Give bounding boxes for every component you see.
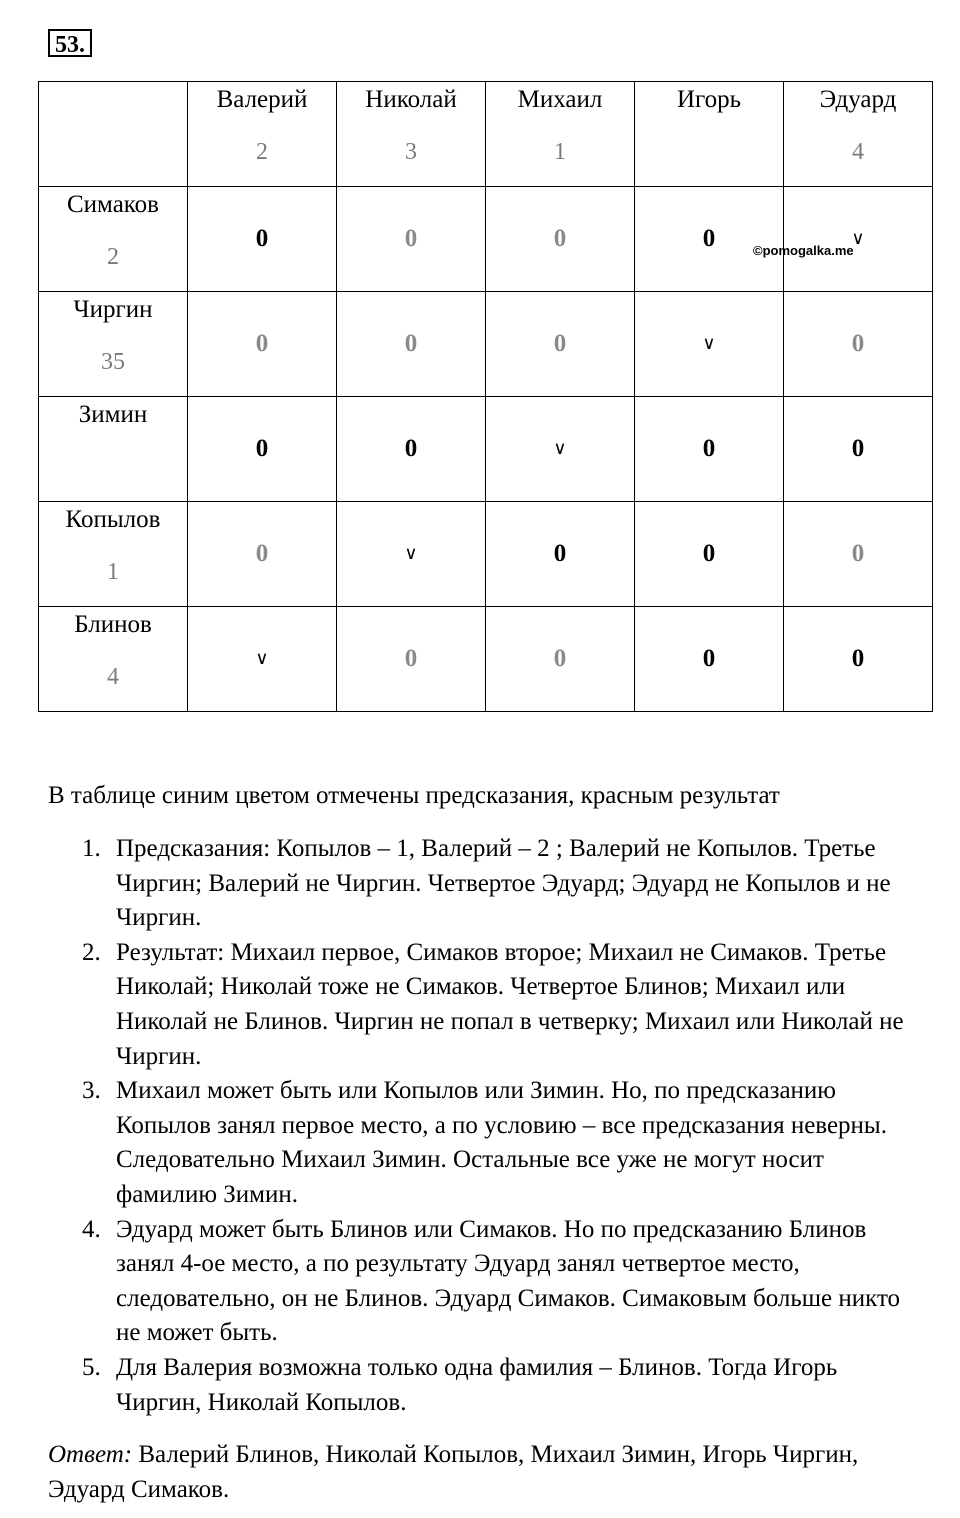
row-number: 4: [107, 664, 119, 690]
table-cell: [784, 292, 933, 397]
row-header: [39, 502, 188, 607]
table-cell: [635, 397, 784, 502]
column-number: 4: [852, 139, 864, 165]
zero-mark: 0: [851, 435, 865, 462]
table-cell: [337, 502, 486, 607]
column-name: Михаил: [517, 86, 603, 113]
list-item-text: Михаил может быть или Копылов или Зимин. Но, по предсказанию Копылов занял первое место, а по условию – все предсказания неверны. Следовательно Михаил Зимин. Остальные все уже не могут носит фамилию Зимин.: [116, 1077, 887, 1208]
table-row: [39, 502, 933, 607]
zero-mark: 0: [702, 435, 716, 462]
column-header: [784, 82, 933, 187]
row-number: 1: [107, 559, 119, 585]
zero-mark: 0: [553, 645, 567, 672]
table-cell: [635, 187, 784, 292]
table-row: [39, 397, 933, 502]
zero-mark: 0: [553, 225, 567, 252]
table-cell: [635, 607, 784, 712]
steps-list: [82, 832, 926, 1420]
row-number: 2: [107, 244, 119, 270]
table-cell: [188, 502, 337, 607]
zero-mark: 0: [851, 540, 865, 567]
zero-mark: 0: [702, 540, 716, 567]
zero-mark: 0: [404, 645, 418, 672]
list-item: [82, 832, 926, 936]
zero-mark: 0: [404, 435, 418, 462]
list-item-number: 1.: [82, 835, 101, 862]
zero-mark: 0: [702, 645, 716, 672]
list-item-text: Эдуард может быть Блинов или Симаков. Но по предсказанию Блинов занял 4-ое место, а по результату Эдуард занял четвертое место, следовательно, он не Блинов. Эдуард Симаков. Симаковым больше никто не может быть.: [116, 1215, 901, 1347]
table-row: [39, 187, 933, 292]
answer: [48, 1438, 928, 1507]
zero-mark: 0: [702, 225, 716, 252]
row-header: [39, 397, 188, 502]
list-item-number: 3.: [82, 1077, 101, 1105]
list-item-number: 5.: [82, 1353, 101, 1381]
zero-mark: 0: [851, 330, 865, 357]
row-name: Симаков: [67, 191, 159, 218]
table-cell: [188, 607, 337, 712]
table-row: [39, 292, 933, 397]
column-number: 1: [554, 139, 566, 165]
row-header: [39, 187, 188, 292]
column-name: Николай: [365, 86, 457, 113]
table-cell: [337, 397, 486, 502]
table-cell: [486, 292, 635, 397]
column-header: [486, 82, 635, 187]
list-item: [82, 1074, 926, 1212]
check-mark: ∨: [553, 438, 567, 459]
zero-mark: 0: [553, 330, 567, 357]
column-number: [635, 115, 783, 137]
corner-cell: [39, 82, 188, 187]
check-mark: ∨: [702, 333, 716, 354]
solution-table: [38, 81, 933, 712]
check-mark: ∨: [255, 648, 269, 669]
table-cell: [337, 187, 486, 292]
answer-text: Валерий Блинов, Николай Копылов, Михаил Зимин, Игорь Чиргин, Эдуард Симаков.: [48, 1441, 859, 1503]
table-cell: [635, 502, 784, 607]
row-name: Зимин: [78, 401, 148, 428]
list-item: [82, 936, 926, 1074]
table-cell: [784, 607, 933, 712]
answer-label: Ответ:: [48, 1441, 133, 1468]
zero-mark: 0: [404, 225, 418, 252]
table-cell: [635, 292, 784, 397]
row-number: 35: [101, 349, 125, 375]
problem-number: 53.: [48, 29, 92, 57]
zero-mark: 0: [255, 540, 269, 567]
table-cell: [337, 607, 486, 712]
table-cell: [784, 397, 933, 502]
list-item-number: 2.: [82, 938, 101, 966]
column-number: 3: [405, 139, 417, 165]
row-name: Блинов: [74, 611, 152, 638]
intro-text: В таблице синим цветом отмечены предсказания, красным результат: [48, 782, 780, 809]
row-header: [39, 607, 188, 712]
zero-mark: 0: [851, 645, 865, 672]
list-item-text: Для Валерия возможна только одна фамилия – Блинов. Тогда Игорь Чиргин, Николай Копылов.: [116, 1353, 838, 1416]
table-cell: [486, 607, 635, 712]
zero-mark: 0: [404, 330, 418, 357]
table-cell: [784, 187, 933, 292]
column-name: Эдуард: [819, 86, 897, 113]
table-cell: [337, 292, 486, 397]
list-item-text: Предсказания: Копылов – 1, Валерий – 2 ; Валерий не Копылов. Третье Чиргин; Валерий не Чиргин. Четвертое Эдуард; Эдуард не Копылов и не Чиргин.: [116, 835, 891, 932]
list-item: [82, 1213, 926, 1351]
zero-mark: 0: [553, 540, 567, 567]
column-name: Валерий: [216, 86, 308, 113]
table-cell: [188, 187, 337, 292]
list-item: [82, 1351, 926, 1420]
table-cell: [188, 292, 337, 397]
table-cell: [486, 187, 635, 292]
row-name: Копылов: [65, 506, 161, 533]
zero-mark: 0: [255, 330, 269, 357]
row-number: [39, 430, 187, 452]
check-mark: ∨: [404, 543, 418, 564]
table-cell: [486, 502, 635, 607]
row-name: Чиргин: [73, 296, 153, 323]
watermark: ©pomogalka.me: [753, 243, 854, 258]
column-header: [337, 82, 486, 187]
zero-mark: 0: [255, 225, 269, 252]
list-item-number: 4.: [82, 1215, 101, 1243]
check-mark: ∨: [851, 228, 865, 249]
column-header: [188, 82, 337, 187]
column-header: [635, 82, 784, 187]
column-number: 2: [256, 139, 268, 165]
row-header: [39, 292, 188, 397]
table-cell: [188, 397, 337, 502]
column-name: Игорь: [676, 86, 742, 113]
table-cell: [486, 397, 635, 502]
table-cell: [784, 502, 933, 607]
table-header-row: [39, 82, 933, 187]
zero-mark: 0: [255, 435, 269, 462]
table-row: [39, 607, 933, 712]
list-item-text: Результат: Михаил первое, Симаков второе; Михаил не Симаков. Третье Николай; Николай тоже не Симаков. Четвертое Блинов; Михаил или Николай не Блинов. Чиргин не попал в четверку; Михаил или Николай не Чиргин.: [116, 938, 904, 1070]
